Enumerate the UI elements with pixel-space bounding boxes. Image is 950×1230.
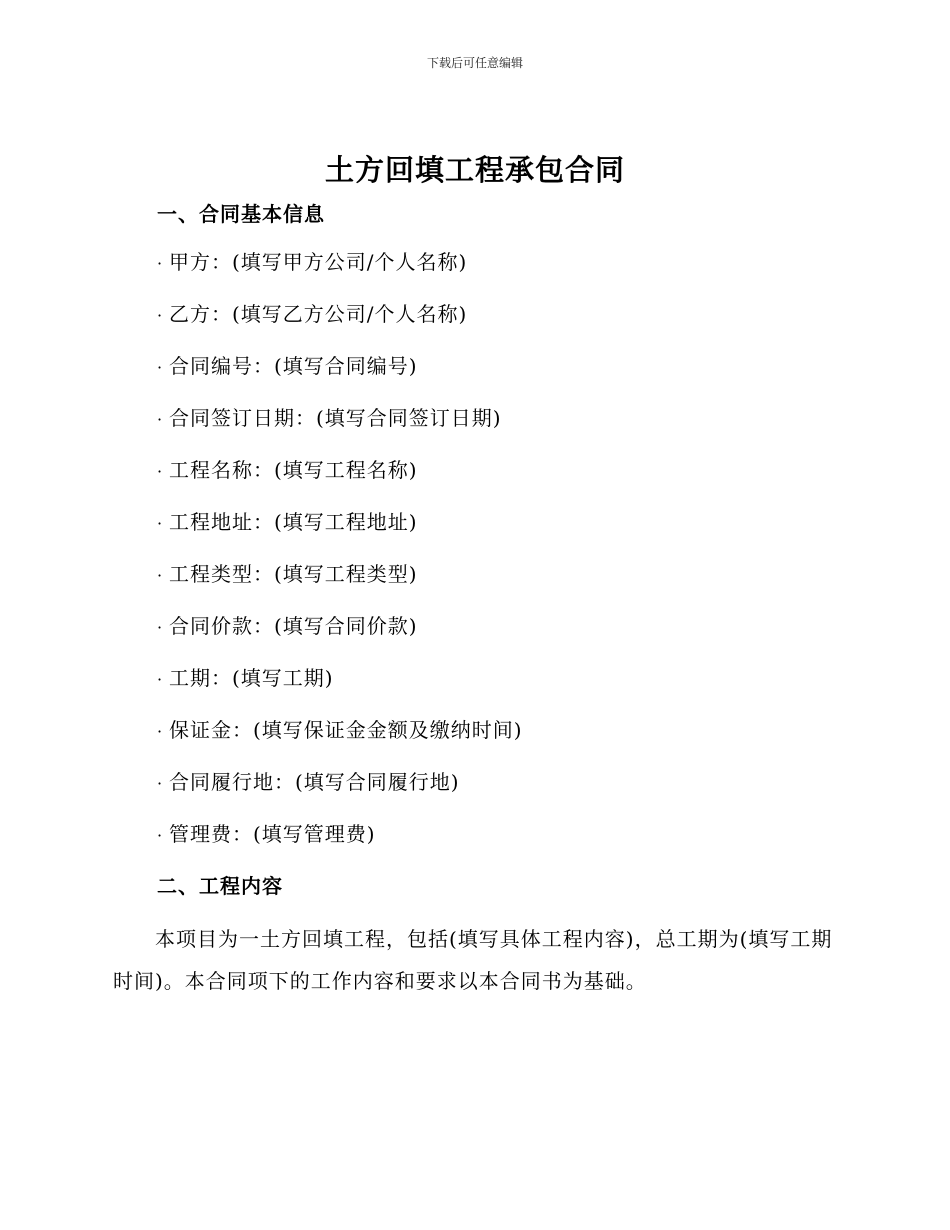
- info-item-project-name: [157, 455, 523, 507]
- bullet-icon: ·: [157, 670, 164, 689]
- info-item-text: 乙方：(填写乙方公司/个人名称): [169, 302, 468, 326]
- bullet-icon: ·: [157, 566, 164, 585]
- info-item-party-b: [157, 299, 523, 351]
- info-item-text: 保证金：(填写保证金金额及缴纳时间): [169, 718, 523, 742]
- bullet-icon: ·: [157, 306, 164, 325]
- info-item-contract-number: [157, 351, 523, 403]
- document-title: 土方回填工程承包合同: [324, 153, 625, 187]
- section-heading-basic-info: 一、合同基本信息: [157, 202, 325, 226]
- info-item-text: 合同履行地：(填写合同履行地): [169, 770, 460, 794]
- bullet-icon: ·: [157, 514, 164, 533]
- bullet-icon: ·: [157, 618, 164, 637]
- info-item-contract-price: [157, 611, 523, 663]
- bullet-icon: ·: [157, 826, 164, 845]
- info-item-text: 合同编号：(填写合同编号): [169, 354, 418, 378]
- info-item-signing-date: [157, 403, 523, 455]
- info-item-text: 工程类型：(填写工程类型): [169, 562, 418, 586]
- bullet-icon: ·: [157, 410, 164, 429]
- bullet-icon: ·: [157, 722, 164, 741]
- info-item-duration: [157, 663, 523, 715]
- info-item-deposit: [157, 715, 523, 767]
- info-item-text: 工程地址：(填写工程地址): [169, 510, 418, 534]
- info-item-project-type: [157, 559, 523, 611]
- section-heading-project-content: 二、工程内容: [157, 874, 283, 898]
- info-item-project-address: [157, 507, 523, 559]
- page-header-note: 下载后可任意编辑: [426, 56, 523, 70]
- info-item-text: 甲方：(填写甲方公司/个人名称): [169, 250, 468, 274]
- info-item-text: 工期：(填写工期): [169, 666, 334, 690]
- info-item-party-a: [157, 247, 523, 299]
- bullet-icon: ·: [157, 358, 164, 377]
- basic-info-list: [157, 247, 523, 871]
- bullet-icon: ·: [157, 462, 164, 481]
- info-item-text: 合同价款：(填写合同价款): [169, 614, 418, 638]
- info-item-performance-place: [157, 767, 523, 819]
- bullet-icon: ·: [157, 254, 164, 273]
- info-item-text: 管理费：(填写管理费): [169, 822, 376, 846]
- info-item-management-fee: [157, 819, 523, 871]
- info-item-text: 工程名称：(填写工程名称): [169, 458, 418, 482]
- project-content-paragraph: 本项目为一土方回填工程，包括(填写具体工程内容)，总工期为(填写工期时间)。本合同项下的工作内容和要求以本合同书为基础。: [113, 927, 833, 993]
- bullet-icon: ·: [157, 774, 164, 793]
- info-item-text: 合同签订日期：(填写合同签订日期): [169, 406, 502, 430]
